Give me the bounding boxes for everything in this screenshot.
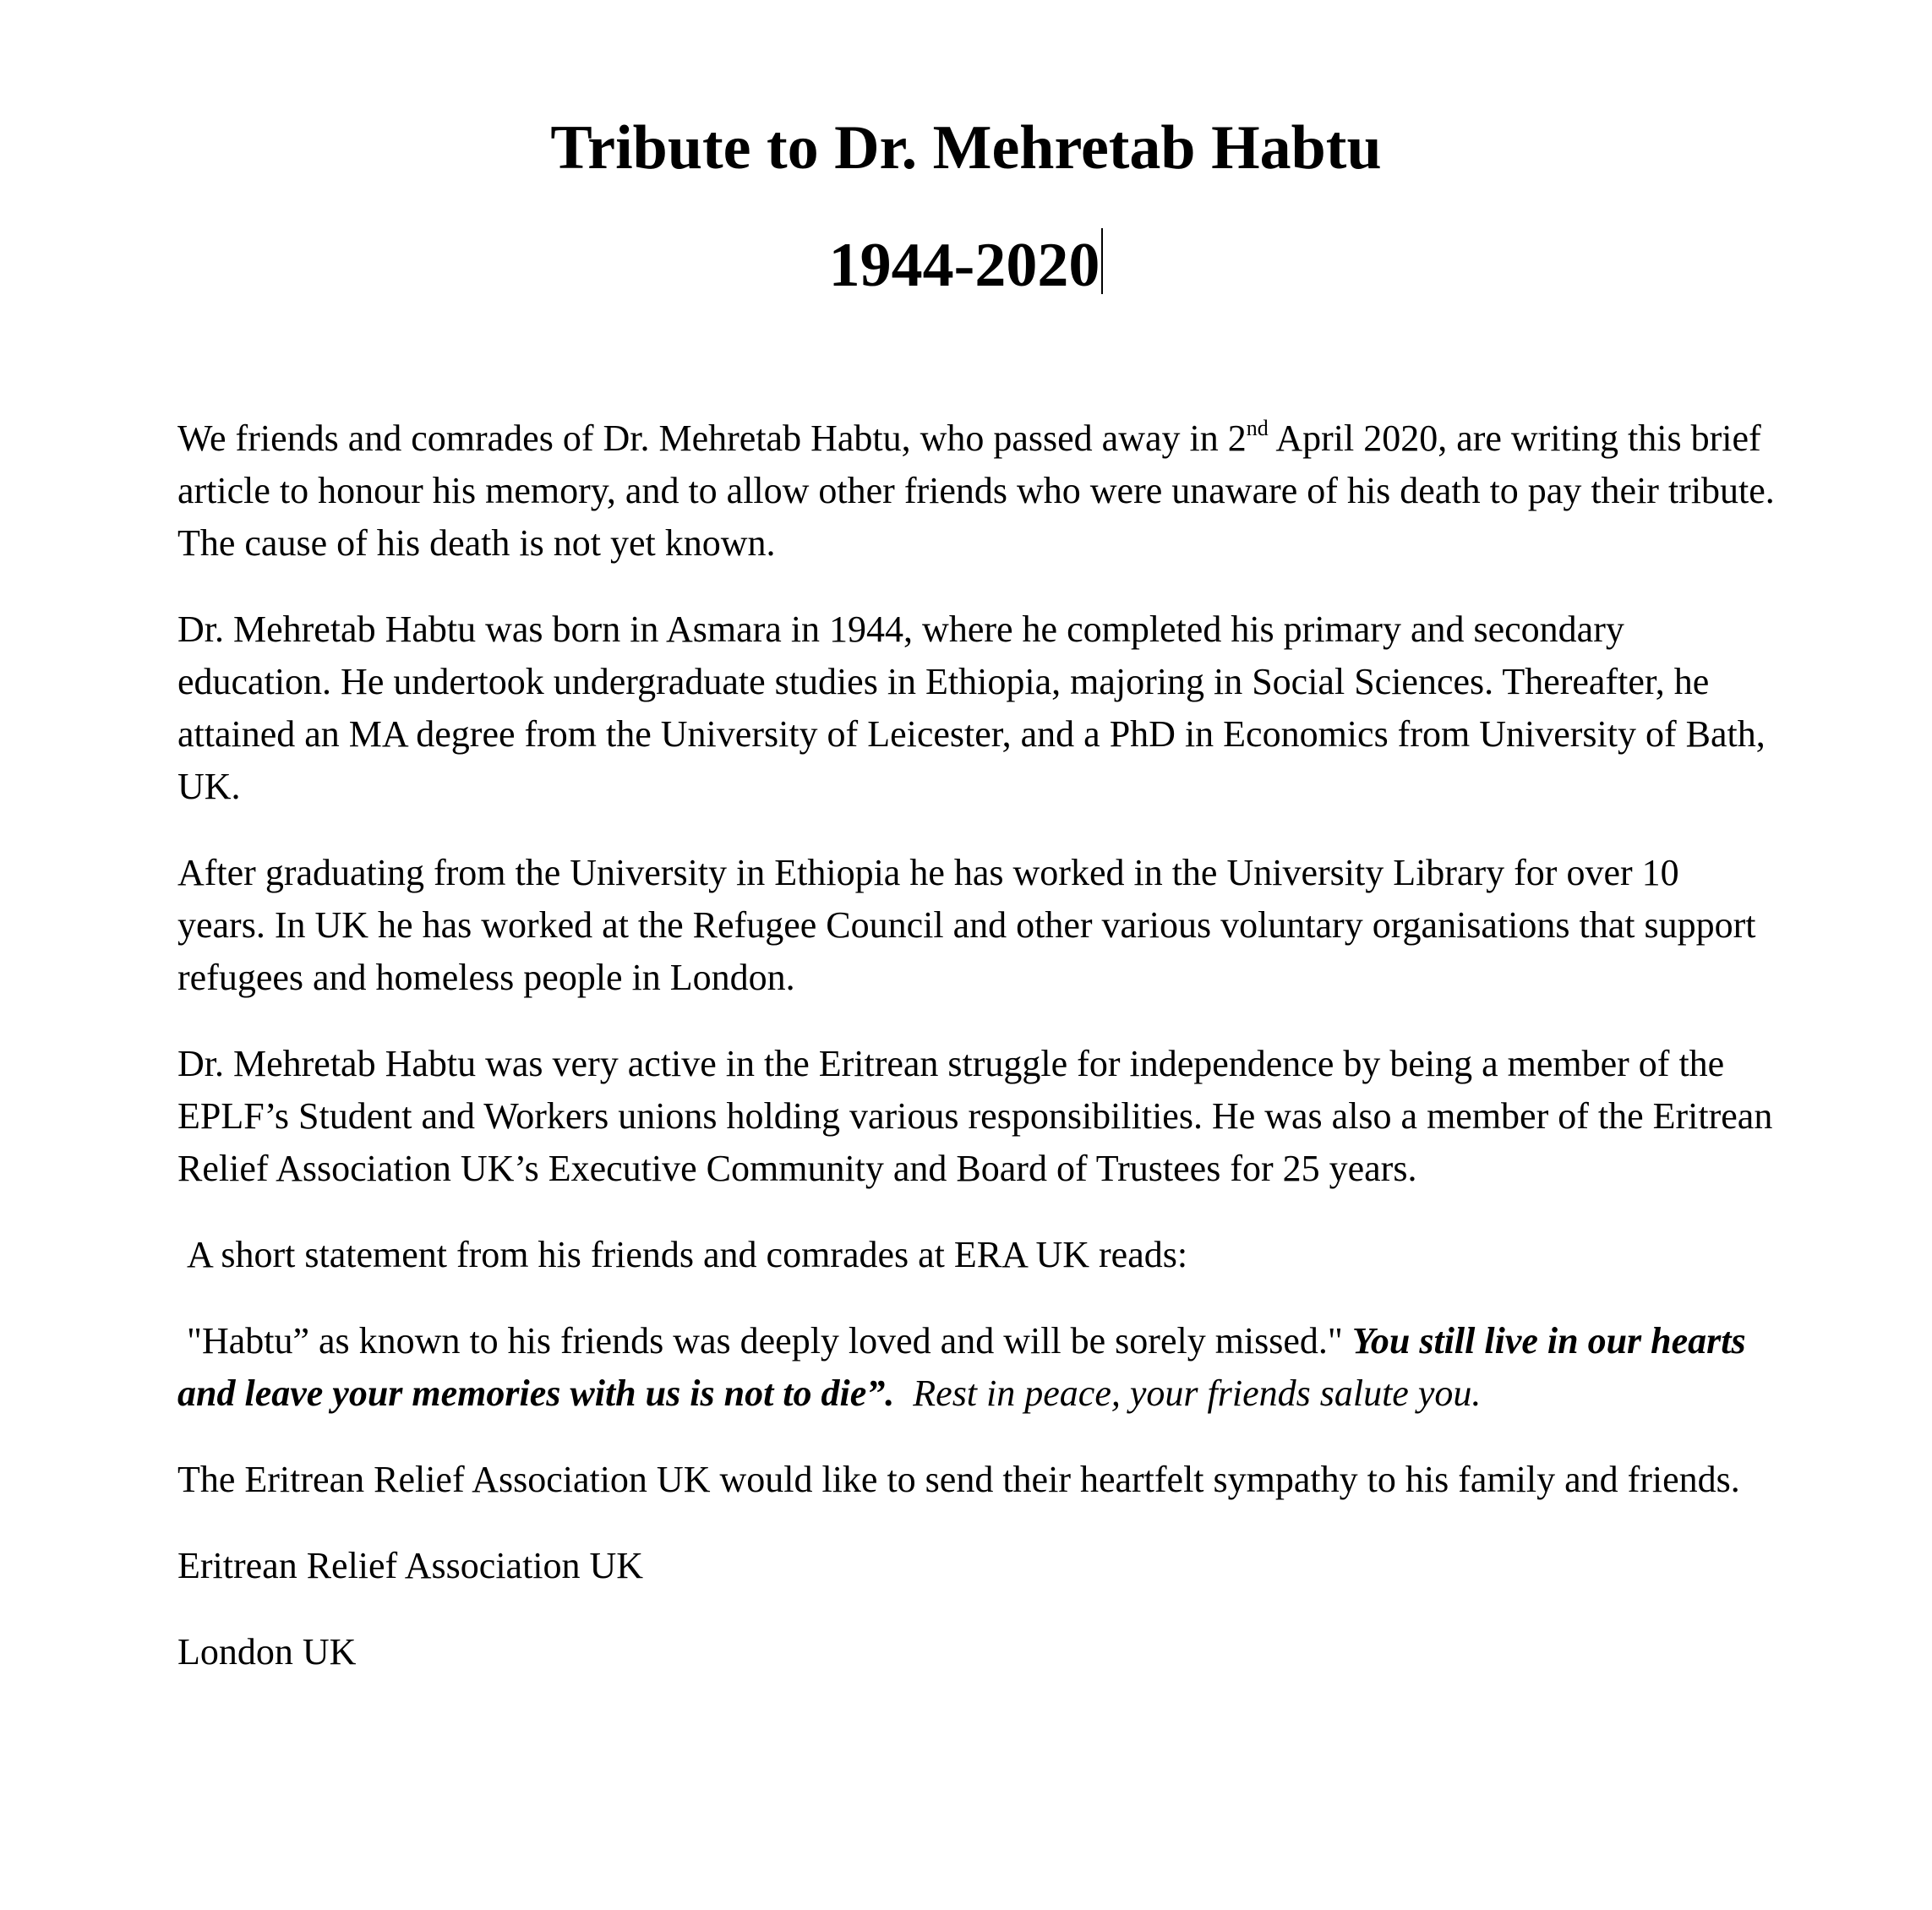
intro-text-2: April 2020, are writing this brief article to honour his memory, and to allow other friends who were unaware of his death to pay their tribute. The cause of his death is not yet known. — [177, 417, 1775, 564]
document-title: Tribute to Dr. Mehretab Habtu — [550, 113, 1382, 183]
text-cursor — [1101, 228, 1103, 294]
intro-text-1: We friends and comrades of Dr. Mehretab Habtu, who passed away in 2 — [177, 417, 1247, 459]
signature-location: London UK — [177, 1631, 357, 1673]
ordinal-suffix: nd — [1246, 416, 1269, 440]
statement-bold-italic: You still live in our hearts and leave your memories with us is not to die”. — [177, 1320, 1755, 1414]
statement-italic: Rest in peace, your friends salute you. — [894, 1372, 1482, 1414]
paragraph-intro — [177, 412, 1775, 570]
document-dates — [0, 228, 1932, 300]
paragraph-career: After graduating from the University in Ethiopia he has worked in the University Library for over 10 years. In UK he has worked at the Refugee Council and other various voluntary organisations that support refugees and homeless people in London. — [177, 852, 1756, 998]
document-body — [177, 412, 1775, 1712]
statement-quote: "Habtu” as known to his friends was deeply loved and will be sorely missed." — [177, 1320, 1352, 1362]
paragraph-statement-intro: A short statement from his friends and comrades at ERA UK reads: — [177, 1234, 1188, 1275]
paragraph-biography: Dr. Mehretab Habtu was born in Asmara in 1944, where he completed his primary and secondary education. He undertook undergraduate studies in Ethiopia, majoring in Social Sciences. Thereafter, he attained an MA degree from the University of Leicester, and a PhD in Economics from University of Bath, UK. — [177, 608, 1766, 807]
paragraph-sympathy: The Eritrean Relief Association UK would like to send their heartfelt sympathy to his family and friends. — [177, 1459, 1740, 1500]
signature-organisation: Eritrean Relief Association UK — [177, 1545, 644, 1586]
paragraph-activism: Dr. Mehretab Habtu was very active in the Eritrean struggle for independence by being a member of the EPLF’s Student and Workers unions holding various responsibilities. He was also a member of the Eritrean Relief Association UK’s Executive Community and Board of Trustees for 25 years. — [177, 1043, 1773, 1189]
paragraph-statement — [177, 1315, 1775, 1420]
dates-text: 1944-2020 — [828, 231, 1100, 300]
